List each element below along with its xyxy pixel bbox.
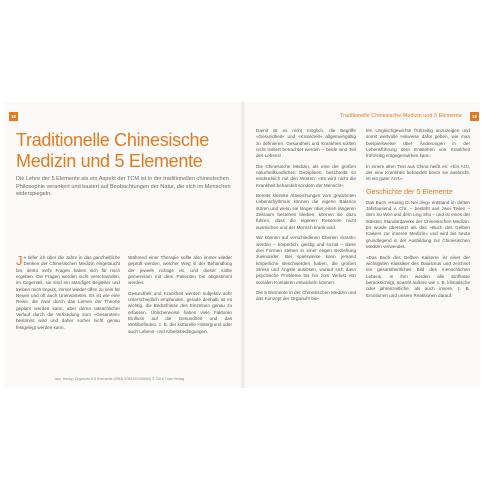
paragraph: Während einer Therapie sollte also immer wieder geprüft werden, welcher Weg in der Behandlung der jeweils richtige ist, und dieser sollte gemeinsam mit dem Patienten bis abgestimmt werden. [128, 255, 232, 286]
running-head: Traditionelle Chinesische Medizin und 5 Elemente [340, 113, 462, 119]
chapter-title [16, 130, 236, 172]
page-fold [240, 102, 246, 388]
right-column-1 [256, 128, 356, 307]
paragraph: »Das Buch des Gelben Kaisers« ist einer der wichtigsten Klassiker des Daoismus und zeichnet ein gesamtheitliches Bild des menschlichen Lebens. In ihm werden alle Einflüsse berücksichtigt, sowohl äußere wie z. B. klimatische oder jahreszeitliche, als auch innere, z. B. Emotionen und unsere Reaktionen darauf. [366, 254, 470, 298]
paragraph: Das Buch »Huang Di Nei Jing« entstand im dritten Jahrtausend v. Chr. – besteht aus zwei Teilen – dem Su Wen und dem Ling Shu – und ist eines der ältesten Standardwerke der Chinesischen Medizin. Es wurde übersetzt als das »Buch des Gelben Kaisers zur inneren Medizin« und wird bis heute grundlegend in der Ausbildung zur Chinesischen Medizin verwendet. [366, 199, 470, 250]
drop-cap: J [16, 253, 23, 268]
left-page-number: 18 [10, 114, 16, 119]
chapter-title-line1: Traditionelle Chinesische [16, 130, 209, 150]
left-column-2 [128, 255, 232, 339]
paragraph: Die Chinesische Medizin, als eine der großen naturheilkundlichen Disziplinen, beschreibt so eindrücklich mit den Worten: »Es wird nicht die Krankheit behandelt sondern der Mensch!« [256, 163, 356, 188]
section-heading: Geschichte der 5 Elemente [366, 186, 453, 196]
paragraph: Gesundheit und Krankheit werden subjektiv sehr unterschiedlich empfunden, gerade deshalb ist es wichtig, die Bedürfnisse des Einzelnen genau zu erfassen. Üblicherweise haben viele Faktoren Einfluss auf die Gesundheit und das Wohlbefinden, z. B. der kulturelle Hintergrund oder auch Lebens- und Arbeitsbedingungen. [128, 290, 232, 334]
paragraph: Damit ist es nicht möglich, die Begriffe »Gesundheit« und »Krankheit« allgemeingültig zu definieren. Gesundheit und Krankheit sollten nicht isoliert betrachtet werden – beide sind Teil des Lebens! [256, 128, 356, 159]
right-column-2 [366, 128, 470, 303]
paragraph: Die 5 Elemente in der Chinesischen Medizin und das Konzept der Organuhr bie- [256, 289, 356, 302]
paragraph: ten Ungleichgewichte frühzeitig anzuzeigen und somit wertvolle Hinweise dafür geben, wie man beispielsweise über Änderungen in der Lebensführung dem Entstehen von Krankheit frühzeitig entgegenwirken kann. [366, 128, 470, 159]
paragraph: Bereits kleinste Abweichungen vom gewohnten Lebensrhythmus können die eigene Balance stören und wenn sie länger über einen längeren Zeitraum bestehen bleiben, können sie dazu führen, dass die eigenen Reserven nicht ausreichen und der Mensch krank wird. [256, 193, 356, 230]
paragraph: In einem alten Text aus China heißt es: »Ein Arzt, der eine Krankheit behandelt bevor sie ausbricht, ist ein guter Arzt.« [366, 163, 470, 182]
paragraph-text: e tiefer ich über die Jahre in das ganzheitliche Denken der Chinesischen Medizin eingetaucht bin, desto mehr Fragen haben sich für mich ergeben. Die Fragen werden nicht verschwinden, im Gegenteil, sie sind ein ständiger Begleiter und treiben mich Impuls, immer wieder offen zu sein für Neues und oft auch Unerwartetes. Es ist wie eine Reise, die zwar durch das Lernen der Theorie geplant werden kann, aber deren tatsächlicher Verlauf durch die Verbindung zum »Gesamten« bestimmt wird und daher vorher nicht genau festgelegt werden kann. [16, 255, 120, 330]
paragraph: Wir können auf verschiedenen Ebenen »krank« werden – körperlich, geistig und sozial – diese drei Formen stehen in einer engen Beziehung zueinander. Bei spielsweise kann jemand körperliche Beschwerden haben, die großen Stress und Ängste auslösen, worauf sich dann psychische Probleme bis hin zum Verlust von sozialen Kontakten entwickeln können. [256, 235, 356, 285]
chapter-title-line2: Medizin und 5 Elemente [16, 151, 203, 171]
left-column-1 [16, 255, 120, 335]
chapter-intro: Die Lehre der 5 Elemente als ein Aspekt der TCM ist in der traditionellen chinesischen Philosophie verankert und basiert auf Beobachtungen der Natur, die sich im Menschen widerspiegeln. [16, 176, 231, 198]
page-footer: aus: Heuky, Organuhr & 5 Elemente (ISBN 9783432106060) © 2016 Trias Verlag [55, 377, 184, 381]
paragraph [16, 255, 120, 331]
right-page-number: 19 [471, 114, 477, 119]
